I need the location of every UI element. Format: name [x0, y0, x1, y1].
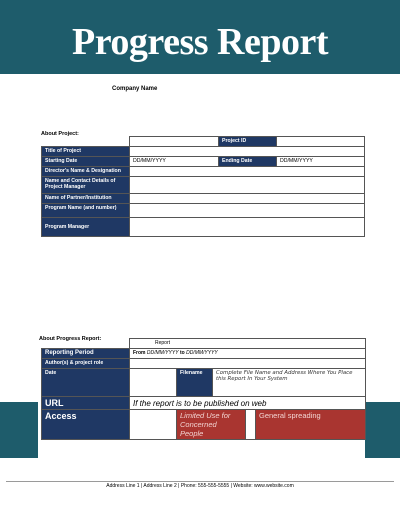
table-row: [42, 167, 365, 177]
access-label: Access: [42, 410, 130, 440]
table-row: [42, 349, 366, 359]
reporting-period-field[interactable]: [130, 349, 366, 359]
date-field[interactable]: [130, 369, 177, 397]
period-end[interactable]: DD/MM/YYYY: [186, 350, 218, 356]
table-row: [42, 147, 365, 157]
reporting-period-label: Reporting Period: [42, 349, 130, 359]
footer-divider: [6, 481, 394, 482]
about-project-label: About Project:: [41, 131, 79, 137]
table-row: [42, 369, 366, 397]
report-field[interactable]: Report: [130, 339, 366, 349]
title-of-project-field[interactable]: [130, 147, 365, 157]
table-row: [42, 339, 366, 349]
blank-cell: [42, 137, 130, 147]
starting-date-label: Starting Date: [42, 157, 130, 167]
from-text: From: [133, 350, 146, 356]
table-row: [42, 177, 365, 194]
table-row: [42, 194, 365, 204]
about-project-table: [41, 136, 365, 237]
blank-cell: [42, 339, 130, 349]
page-title: Progress Report: [72, 21, 328, 63]
table-row: [42, 397, 366, 410]
table-row: [42, 410, 366, 440]
ending-date-field[interactable]: DD/MM/YYYY: [277, 157, 365, 167]
period-start[interactable]: DD/MM/YYYY: [146, 350, 179, 356]
filename-field[interactable]: Complete File Name and Address Where You Place this Report In Your System: [213, 369, 366, 397]
manager-contact-field[interactable]: [130, 177, 365, 194]
ending-date-label: Ending Date: [219, 157, 277, 167]
partner-field[interactable]: [130, 194, 365, 204]
access-gap: [130, 410, 177, 440]
access-option-general[interactable]: General spreading: [256, 410, 366, 440]
filename-label: Filename: [177, 369, 213, 397]
table-row: [42, 157, 365, 167]
about-report-table: [41, 338, 366, 440]
date-label: Date: [42, 369, 130, 397]
program-name-field[interactable]: [130, 204, 365, 218]
program-manager-field[interactable]: [130, 218, 365, 237]
author-field[interactable]: [130, 359, 366, 369]
table-row: [42, 359, 366, 369]
table-row: [42, 137, 365, 147]
about-report-label: About Progress Report:: [39, 336, 102, 342]
manager-contact-label: Name and Contact Details of Project Manager: [42, 177, 130, 194]
url-label: URL: [42, 397, 130, 410]
title-of-project-label: Title of Project: [42, 147, 130, 157]
author-label: Author(s) & project role: [42, 359, 130, 369]
project-id-field[interactable]: [277, 137, 365, 147]
blank-cell[interactable]: [130, 137, 219, 147]
url-field[interactable]: If the report is to be published on web: [130, 397, 366, 410]
footer-text: Address Line 1 | Address Line 2 | Phone: 555-555-5555 | Website: www.website.com: [106, 483, 294, 489]
to-text: to: [179, 350, 185, 356]
company-name: Company Name: [112, 86, 158, 92]
starting-date-field[interactable]: DD/MM/YYYY: [130, 157, 219, 167]
program-name-label: Program Name (and number): [42, 204, 130, 218]
director-label: Director's Name & Designation: [42, 167, 130, 177]
access-gap: [246, 410, 256, 440]
project-id-label: Project ID: [219, 137, 277, 147]
table-row: [42, 218, 365, 237]
program-manager-label: Program Manager: [42, 218, 130, 237]
director-field[interactable]: [130, 167, 365, 177]
partner-label: Name of Partner/Institution: [42, 194, 130, 204]
access-option-limited[interactable]: Limited Use for Concerned People: [177, 410, 246, 440]
table-row: [42, 204, 365, 218]
